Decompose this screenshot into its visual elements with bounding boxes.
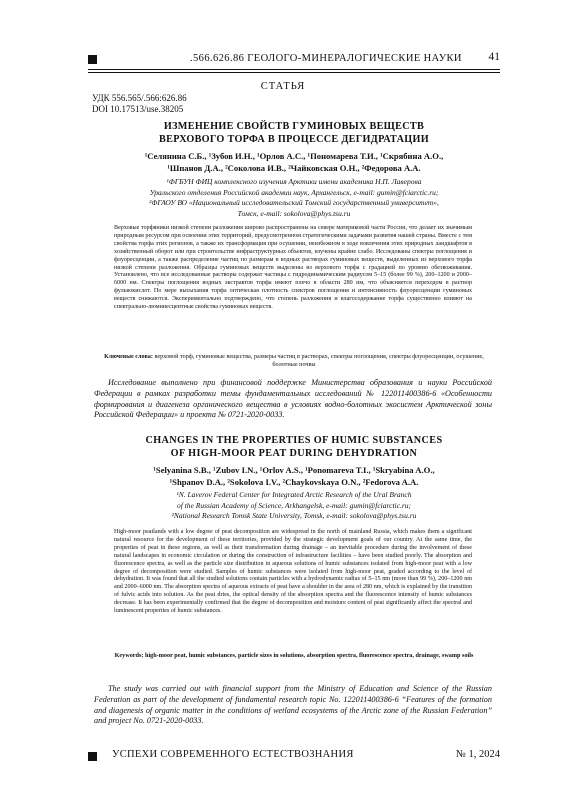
- authors-en-line1: ¹Selyanina S.B., ¹Zubov I.N., ¹Orlov A.S., ¹Ponomareva T.I., ¹Skryabina A.O.,: [153, 465, 435, 475]
- footer-square-icon: [88, 752, 97, 761]
- keywords-en-text: high-moor peat, humic substances, particle sizes in solutions, absorption spectra, fluorescence spectra, drainage, swamp soils: [145, 652, 474, 659]
- title-en-line2: OF HIGH-MOOR PEAT DURING DEHYDRATION: [170, 448, 418, 459]
- abstract-ru: Верховые торфяники низкой степени разложения широко распространены на севере материковой части России, что делает их значимым природным ресурсом при освоении этих территорий, предусмотренном стратегическими задачами развития нашей страны. Вместе с тем свойства торфа этих регионов, а также их трансформация при осушении, неизбежном в ходе вовлечения этих природных ландшафтов в хозяйственный оборот или при строительстве инфраструктурных объектов, изучены крайне слабо. Исследованы спектры поглощения и флуоресценции, а также распределение частиц по размерам в водных растворах гуминовых веществ, выделенных из верхового торфа низкой степени разложения. Образцы гуминовых веществ выделены из верхового торфа с градацией по уровню обезвоживания. Установлено, что все исследованные растворы содержат частицы с гидродинамическим радиусом 5–15 (более 99 %), 200–1200 и 2000–6000 нм. Спектры поглощения водных экстрактов торфа имеют плечо в области 280 нм, что объясняется переходом в раствор фульвокислот. По мере высыхания торфа оптическая плотность спектров поглощения и интенсивность флуоресценции гуминовых веществ снижаются. Экспериментально подтверждено, что степень разложения и влагосодержание торфа существенно влияют на спектрально-люминесцентные свойства гуминовых веществ.: [114, 225, 472, 311]
- authors-ru-line2: ¹Шпанов Д.А., ²Соколова И.В., ²Чайковская О.Н., ²Федорова А.А.: [167, 163, 421, 173]
- section-label: СТАТЬЯ: [260, 81, 306, 92]
- affiliation-ru-line4: Томск, e-mail: sokolova@phys.tsu.ru: [237, 208, 351, 218]
- keywords-ru: [100, 353, 488, 369]
- title-en: [88, 434, 500, 460]
- footer-journal-name: УСПЕХИ СОВРЕМЕННОГО ЕСТЕСТВОЗНАНИЯ: [112, 749, 354, 760]
- title-ru-line1: ИЗМЕНЕНИЕ СВОЙСТВ ГУМИНОВЫХ ВЕЩЕСТВ: [163, 121, 425, 132]
- affiliation-ru-line1: ¹ФГБУН ФИЦ комплексного изучения Арктики имени академика Н.П. Лаверова: [166, 177, 422, 186]
- authors-ru: [88, 150, 500, 174]
- funding-en: The study was carried out with financial support from the Ministry of Education and Science of the Russian Federation as part of the development of fundamental research topic No. 122011400386-6 “Features of the formation and diagenesis of organic matter in the conditions of wetland ecosystems of the Arctic zone of the Russian Federation” and project No. 0721-2020-0033.: [94, 684, 492, 726]
- affiliation-en-line2: of the Russian Academy of Science, Arkhangelsk, e-mail: gumin@fciarctic.ru;: [177, 500, 411, 510]
- title-en-line1: CHANGES IN THE PROPERTIES OF HUMIC SUBSTANCES: [145, 435, 443, 446]
- article-identifiers: [92, 93, 187, 114]
- header-journal-section: .566.626.86 ГЕОЛОГО-МИНЕРАЛОГИЧЕСКИЕ НАУКИ: [190, 53, 462, 64]
- keywords-en-label: Keywords:: [114, 652, 144, 659]
- header-rule: [88, 69, 500, 70]
- header-rule-secondary: [88, 72, 500, 73]
- title-ru: [88, 121, 500, 146]
- udc-code: УДК 556.565/.566:626.86: [92, 93, 187, 103]
- affiliations-ru: [88, 177, 500, 219]
- title-ru-line2: ВЕРХОВОГО ТОРФА В ПРОЦЕССЕ ДЕГИДРАТАЦИИ: [159, 133, 429, 145]
- running-footer: [88, 750, 500, 764]
- authors-en-line2: ¹Shpanov D.A., ²Sokolova I.V., ²Chaykovskaya O.N., ²Fedorova A.A.: [169, 477, 419, 487]
- page-number: 41: [488, 51, 500, 63]
- funding-ru: Исследование выполнено при финансовой поддержке Министерства образования и науки Российской Федерации в рамках разработки темы фундаментальных исследований № 122011400386-6 «Особенности формирования и диагенеза органического вещества в условиях водно-болотных экосистем Арктической зоны Российской Федерации» и проекта № 0721-2020-0033.: [94, 378, 492, 420]
- affiliation-ru-line3: ²ФГАОУ ВО «Национальный исследовательский Томский государственный университет»,: [149, 198, 439, 207]
- doi[interactable]: DOI 10.17513/use.38205: [92, 103, 184, 114]
- running-header: [88, 52, 500, 74]
- affiliation-en-line1: ¹N. Laverov Federal Center for Integrated Arctic Research of the Ural Branch: [176, 490, 412, 499]
- affiliations-en: [88, 490, 500, 522]
- authors-ru-line1: ¹Селянина С.Б., ¹Зубов И.Н., ¹Орлов А.С., ¹Пономарева Т.И., ¹Скрябина А.О.,: [144, 151, 444, 161]
- keywords-en: [100, 652, 488, 660]
- header-square-icon: [88, 55, 97, 64]
- keywords-ru-text: верховой торф, гуминовые вещества, размеры частиц в растворах, спектры поглощения, спектры флуоресценции, осушение, болотные почвы: [154, 353, 484, 368]
- footer-issue: № 1, 2024: [455, 749, 500, 760]
- affiliation-ru-line2: Уральского отделения Российской академии наук, Архангельск, e-mail: gumin@fciarctic.ru;: [149, 187, 439, 197]
- abstract-en: High-moor peatlands with a low degree of peat decomposition are widespread in the north of mainland Russia, which makes them a significant natural resource for the development of these territories, provided by the strategic development goals of our country. At the same time, the properties of peat in these regions, as well as their transformation during drainage – an inevitable procedure during the involvement of these natural landscapes in economic circulation or during the construction of infrastructure facilities – have been studied poorly. The absorption and fluorescence spectra, as well as the particle size distribution in aqueous solutions of humic substances isolated from high-moor peat with a low degree of decomposition were studied. Samples of humic substances were isolated from high-moor peat, graded according to the level of dehydration. It was found that all the studied solutions contain particles with a hydrodynamic radius of 5–15 nm (more than 99 %), 200–1200 nm and 2000–6000 nm. The absorption spectra of aqueous extracts of peat have a shoulder in the area of 280 nm, which is explained by the transition of fulvic acids into solution. As the peat dries, the optical density of the absorption spectra and the fluorescence intensity of humic substances decrease. It has been experimentally confirmed that the degree of decomposition and moisture content of peat significantly affect the spectral and luminescent properties of humic substances.: [114, 529, 472, 615]
- affiliation-en-line3: ²National Research Tomsk State University, Tomsk, e-mail: sokolova@phys.tsu.ru: [171, 511, 417, 520]
- authors-en: [88, 464, 500, 488]
- keywords-ru-label: Ключевые слова:: [104, 353, 153, 360]
